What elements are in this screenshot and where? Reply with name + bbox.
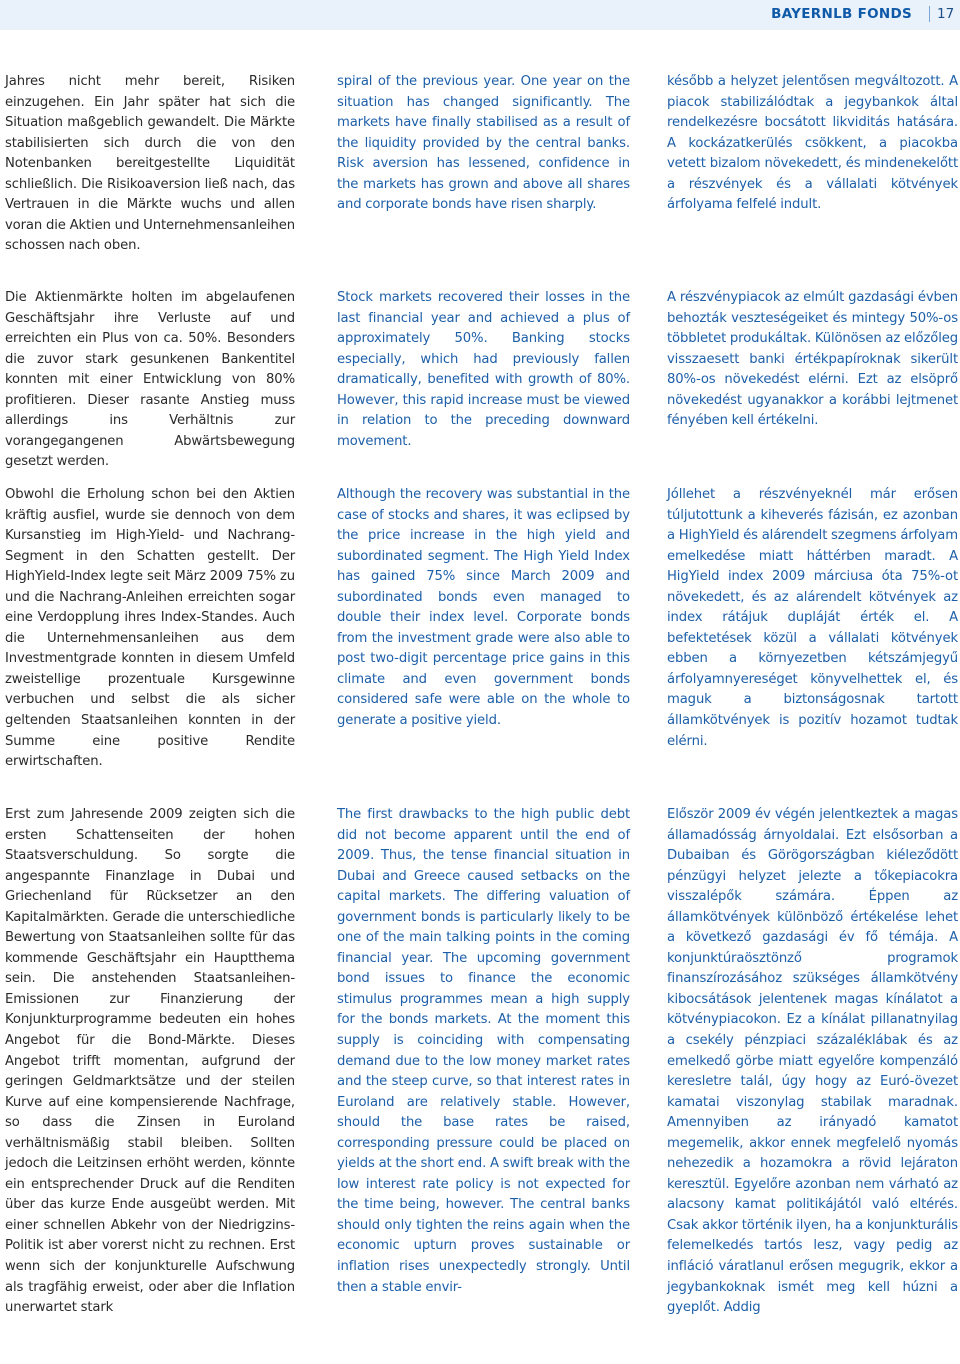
paragraph-german-3: Obwohl die Erholung schon bei den Aktien kräftig ausfiel, wurde sie dennoch von dem Kursanstieg im High-Yield- und Nachrang-Segment in den Schatten gestellt. Der HighYield-Index legte seit März 2009 75% zu und die Nachrang-Anleihen erreichten sogar eine Verdopplung ihres Index-Standes. Auch die Unternehmensanleihen aus dem Investmentgrade konnten in diesem Umfeld zweistellige prozentuale Kursgewinne verbuchen und selbst die als sicher geltenden Staatsanleihen konnten in der Summe eine positive Rendite erwirtschaften. — [5, 487, 295, 770]
paragraph-german-1: Jahres nicht mehr bereit, Risiken einzugehen. Ein Jahr später hat sich die Situation maßgeblich gewandelt. Die Märkte stabilisierten sich durch die von den Notenbanken bereitgestellte Liquidität schließlich. Die Risikoaversion ließ nach, das Vertrauen in die Märkte wuchs und allen voran die Aktien und Unternehmensanleihen schossen nach oben. — [5, 74, 295, 254]
paragraph-hungarian-4: Először 2009 év végén jelentkeztek a magas államadósság árnyoldalai. Ezt elsősorban a Dubaiban és Görögországban kiéleződött pénzügyi helyzet jelezte a tőkepiacokra visszalépők számára. Éppen az államkötvények különböző értékelése lehet a következő gazdasági év fő témája. A konjunktúraösztönző programok finanszírozásához szükséges államkötvény kibocsátások jelentenek magas kínálatot a kötvénypiacokon. Ez a kínálat pillanatnyilag a csekély pénzpiaci százaléklábak és az emelkedő görbe miatt egyelőre kompenzáló keresletre talál, úgy hogy az Euró-övezet kamatai viszonylag stabilak maradnak. Amennyiben az irányadó kamatot megemelik, akkor ennek megfelelő nyomás nehezedik a hozamokra a rövid lejáraton keresztül. Egyelőre azonban nem várható az alacsony kamat politikájától való eltérés. Csak akkor történik ilyen, ha a konjunkturális felemelkedés tartós lesz, vagy pedig az infláció váratlanul erősen megugrik, ekkor a jegybankoknak ismét meg kell húzni a gyeplőt. Addig — [667, 807, 958, 1316]
header-bar — [0, 0, 960, 30]
running-header-title: BAYERNLB FONDS — [771, 6, 912, 22]
paragraph-german-4: Erst zum Jahresende 2009 zeigten sich die ersten Schattenseiten der hohen Staatsverschuldung. So sorgte die angespannte Finanzlage in Dubai und Griechenland für Rücksetzer an den Kapitalmärkten. Gerade die unterschiedliche Bewertung von Staatsanleihen sollte für das kommende Geschäftsjahr ein Hauptthema sein. Die anstehenden Staatsanleihen-Emissionen zur Finanzierung der Konjunkturprogramme bedeuten ein hohes Angebot für die Bond-Märkte. Dieses Angebot trifft momentan, aufgrund der geringen Geldmarktsätze und der steilen Kurve auf eine kompensierende Nachfrage, so dass die Zinsen in Euroland verhältnismäßig stabil bleiben. Sollten jedoch die Leitzinsen erhöht werden, könnte ein entsprechender Druck auf die Renditen über das kurze Ende ausgeübt werden. Mit einer schnellen Abkehr von der Niedrigzins-Politik ist aber vorerst nicht zu rechnen. Erst wenn sich der konjunkturelle Aufschwung als tragfähig erweist, oder aber die Inflation unerwartet stark — [5, 807, 295, 1316]
paragraph-hungarian-3: Jóllehet a részvényeknél már erősen túljutottunk a kiheverés fázisán, ez azonban a HighYield és alárendelt szegmens árfolyam emelkedése miatt háttérben maradt. A HigYield index 2009 márciusa óta 75%-ot növekedett, és az alárendelt kötvények az index rátájuk dupláját érték el. A befektetések közül a vállalati kötvények ebben a környezetben kétszámjegyű árfolyamnyereséget könyvelhettek el, és maguk a biztonságosnak tartott államkötvények is pozitív hozamot tudtak elérni. — [667, 487, 958, 749]
paragraph-english-2: Stock markets recovered their losses in the last financial year and achieved a plus of approximately 50%. Banking stocks especially, which had previously fallen dramatically, benefited with growth of 80%. However, this rapid increase must be viewed in relation to the preceding downward movement. — [337, 290, 630, 449]
header-divider — [929, 6, 930, 22]
paragraph-english-1: spiral of the previous year. One year on the situation has changed significantly. The markets have finally stabilised as a result of the liquidity provided by the central banks. Risk aversion has lessened, confidence in the markets has grown and above all shares and corporate bonds have risen sharply. — [337, 74, 630, 213]
paragraph-hungarian-2: A részvénypiacok az elmúlt gazdasági évben behozták veszteségeiket és mintegy 50%-os többletet produkáltak. Különösen az előzőleg visszaesett banki értékpapíroknak sikerült 80%-os növekedést elérni. Ezt az elsöprő növekedést ugyanakkor a korábbi lejtmenet fényében kell értékelni. — [667, 290, 958, 429]
paragraph-english-4: The first drawbacks to the high public debt did not become apparent until the end of 2009. Thus, the tense financial situation in Dubai and Greece caused setbacks on the capital markets. The differing valuation of government bonds is particularly likely to be one of the main talking points in the coming financial year. The upcoming government bond issues to finance the economic stimulus programmes mean a high supply for the bonds markets. At the moment this supply is coinciding with compensating demand due to the low money market rates and the steep curve, so that interest rates in Euroland are relatively stable. However, should the base rates be raised, corresponding pressure could be placed on yields at the short end. A swift break with the low interest rate policy is not expected for the time being, however. The central banks should only tighten the reins again when the economic upturn proves sustainable or inflation rises unexpectedly strongly. Until then a stable envir- — [337, 807, 630, 1295]
page-number: 17 — [937, 6, 955, 22]
paragraph-english-3: Although the recovery was substantial in the case of stocks and shares, it was eclipsed by the price increase in the high yield and subordinated segment. The High Yield Index has gained 75% since March 2009 and subordinated bonds even managed to double their index level. Corporate bonds from the investment grade were also able to post two-digit percentage price gains in this climate and even government bonds considered safe were able on the whole to generate a positive yield. — [337, 487, 630, 729]
paragraph-hungarian-1: később a helyzet jelentősen megváltozott. A piacok stabilizálódtak a jegybankok által rendelkezésre bocsátott likviditás hatására. A kockázatkerülés csökkent, a piacokba vetett bizalom növekedett, és mindenekelőtt a részvények és a vállalati kötvények árfolyama felfelé indult. — [667, 74, 958, 213]
paragraph-german-2: Die Aktienmärkte holten im abgelaufenen Geschäftsjahr ihre Verluste auf und erreichten ein Plus von ca. 50%. Besonders die zuvor stark gesunkenen Bankentitel konnten mit einer Entwicklung von 80% profitieren. Dieser rasante Anstieg muss allerdings ins Verhältnis zur vorangegangenen Abwärtsbewegung gesetzt werden. — [5, 290, 295, 470]
